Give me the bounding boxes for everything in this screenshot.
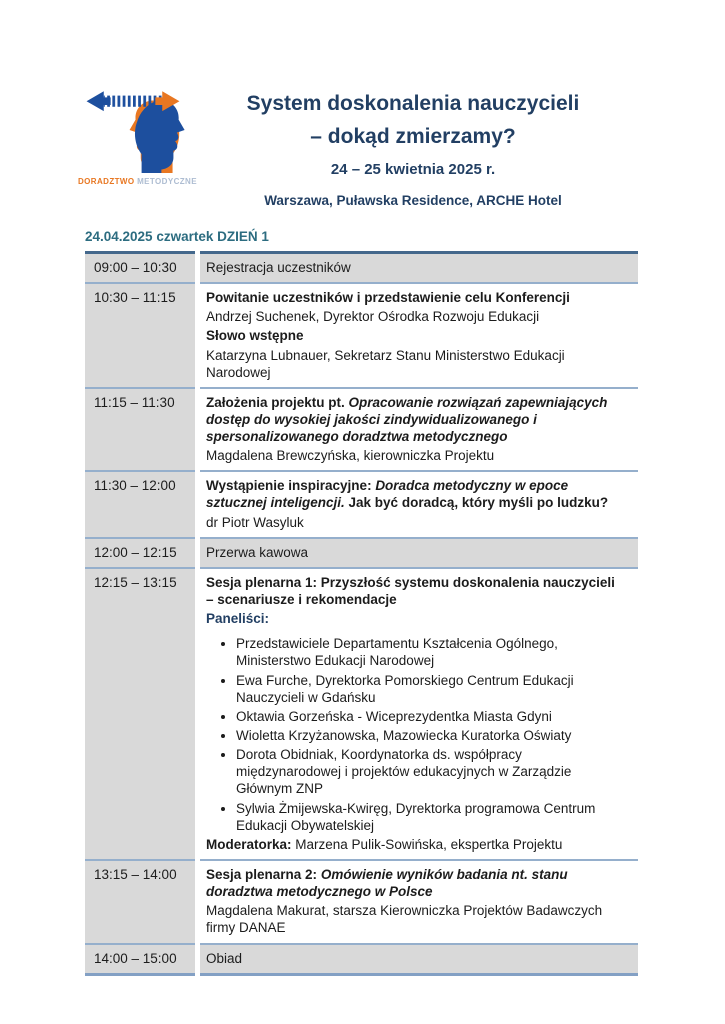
panelist-item: • Przedstawiciele Departamentu Kształcenia Ogólnego, Ministerstwo Edukacji Narodowej: [236, 635, 624, 669]
session-paragraph: [206, 327, 624, 344]
conference-title-line1: System doskonalenia nauczycieli: [246, 92, 580, 115]
conference-title-line2: – dokąd zmierzamy?: [310, 124, 516, 148]
title-block: [188, 85, 638, 208]
text-run: dr Piotr Wasyluk: [206, 514, 304, 530]
logo-text-doradztwo: DORADZTWO: [78, 177, 135, 186]
session-paragraph: [206, 289, 624, 306]
panelist-item: • Sylwia Żmijewska-Kwiręg, Dyrektorka programowa Centrum Edukacji Obywatelskiej: [236, 800, 624, 834]
text-run: Przerwa kawowa: [206, 544, 309, 560]
schedule-row: [85, 282, 638, 387]
text-run: Magdalena Brewczyńska, kierowniczka Projektu: [206, 448, 495, 464]
session-cell: [200, 943, 638, 976]
text-run: Omówienie wyników badania nt. stanu doradztwa metodycznego w Polsce: [206, 867, 568, 900]
day-heading: 24.04.2025 czwartek DZIEŃ 1: [85, 228, 269, 244]
logo-text: [78, 177, 197, 186]
text-run: Paneliści:: [206, 611, 270, 627]
session-paragraph: [206, 866, 624, 900]
session-paragraph: [206, 950, 624, 967]
session-paragraph: [206, 514, 624, 531]
session-paragraph: [206, 347, 624, 381]
session-paragraph: [206, 610, 624, 627]
logo: [78, 85, 197, 208]
session-paragraph: [206, 477, 624, 511]
text-run: Słowo wstępne: [206, 328, 304, 344]
session-cell: [200, 251, 638, 282]
time-cell: 13:15 – 14:00: [85, 859, 195, 943]
document-header: [78, 85, 638, 208]
schedule-row: [85, 943, 638, 976]
schedule-row: [85, 470, 638, 536]
panelist-item: • Oktawia Gorzeńska - Wiceprezydentka Miasta Gdyni: [236, 708, 624, 725]
panelists-list: [206, 635, 624, 834]
time-cell: 11:15 – 11:30: [85, 387, 195, 471]
schedule-table: [85, 251, 638, 976]
panelist-item: • Wioletta Krzyżanowska, Mazowiecka Kuratorka Oświaty: [236, 727, 624, 744]
logo-heads-icon: [80, 87, 186, 173]
conference-location: Warszawa, Puławska Residence, ARCHE Hotel: [264, 192, 562, 208]
text-run: Moderatorka:: [206, 836, 296, 852]
panelist-item: • Ewa Furche, Dyrektorka Pomorskiego Centrum Edukacji Nauczycieli w Gdańsku: [236, 672, 624, 706]
session-paragraph: [206, 308, 624, 325]
time-cell: 11:30 – 12:00: [85, 470, 195, 536]
schedule-row: [85, 567, 638, 859]
session-cell: [200, 567, 638, 859]
session-cell: [200, 470, 638, 536]
session-cell: [200, 859, 638, 943]
session-paragraph: [206, 836, 624, 853]
text-run: Rejestracja uczestników: [206, 259, 351, 275]
text-run: Katarzyna Lubnauer, Sekretarz Stanu Ministerstwo Edukacji Narodowej: [206, 347, 565, 380]
time-cell: 10:30 – 11:15: [85, 282, 195, 387]
session-cell: [200, 387, 638, 471]
text-run: Opracowanie rozwiązań zapewniających dostęp do wysokiej jakości zindywidualizowanego i spersonalizowanego doradztwa metodycznego: [206, 394, 608, 445]
time-cell: 12:00 – 12:15: [85, 537, 195, 567]
time-cell: 09:00 – 10:30: [85, 251, 195, 282]
schedule-row: [85, 537, 638, 567]
session-paragraph: [206, 902, 624, 936]
time-cell: 12:15 – 13:15: [85, 567, 195, 859]
session-cell: [200, 282, 638, 387]
text-run: Marzena Pulik-Sowińska, ekspertka Projektu: [295, 836, 563, 852]
text-run: Założenia projektu pt.: [206, 394, 349, 410]
conference-date: 24 – 25 kwietnia 2025 r.: [330, 160, 496, 178]
schedule-row: [85, 859, 638, 943]
text-run: Andrzej Suchenek, Dyrektor Ośrodka Rozwoju Edukacji: [206, 309, 540, 325]
text-run: Magdalena Makurat, starsza Kierowniczka Projektów Badawczych firmy DANAE: [206, 903, 603, 936]
session-paragraph: [206, 447, 624, 464]
text-run: Sesja plenarna 2:: [206, 867, 321, 883]
panelist-item: • Dorota Obidniak, Koordynatorka ds. współpracy międzynarodowej i projektów edukacyjnych w Zarządzie Głównym ZNP: [236, 746, 624, 797]
text-run: Doradca metodyczny w epoce sztucznej inteligencji.: [206, 478, 569, 511]
session-paragraph: [206, 259, 624, 276]
schedule-row: [85, 387, 638, 471]
text-run: Jak być doradcą, który myśli po ludzku?: [344, 495, 609, 511]
logo-text-metodyczne: METODYCZNE: [137, 177, 197, 186]
time-cell: 14:00 – 15:00: [85, 943, 195, 976]
schedule-row: [85, 251, 638, 282]
session-paragraph: [206, 574, 624, 608]
text-run: Powitanie uczestników i przedstawienie celu Konferencji: [206, 290, 570, 306]
text-run: Sesja plenarna 1: Przyszłość systemu doskonalenia nauczycieli – scenariusze i rekomendacje: [206, 574, 615, 608]
text-run: Wystąpienie inspiracyjne:: [206, 478, 376, 494]
session-cell: [200, 537, 638, 567]
text-run: Obiad: [206, 950, 243, 966]
session-paragraph: [206, 394, 624, 445]
session-paragraph: [206, 544, 624, 561]
